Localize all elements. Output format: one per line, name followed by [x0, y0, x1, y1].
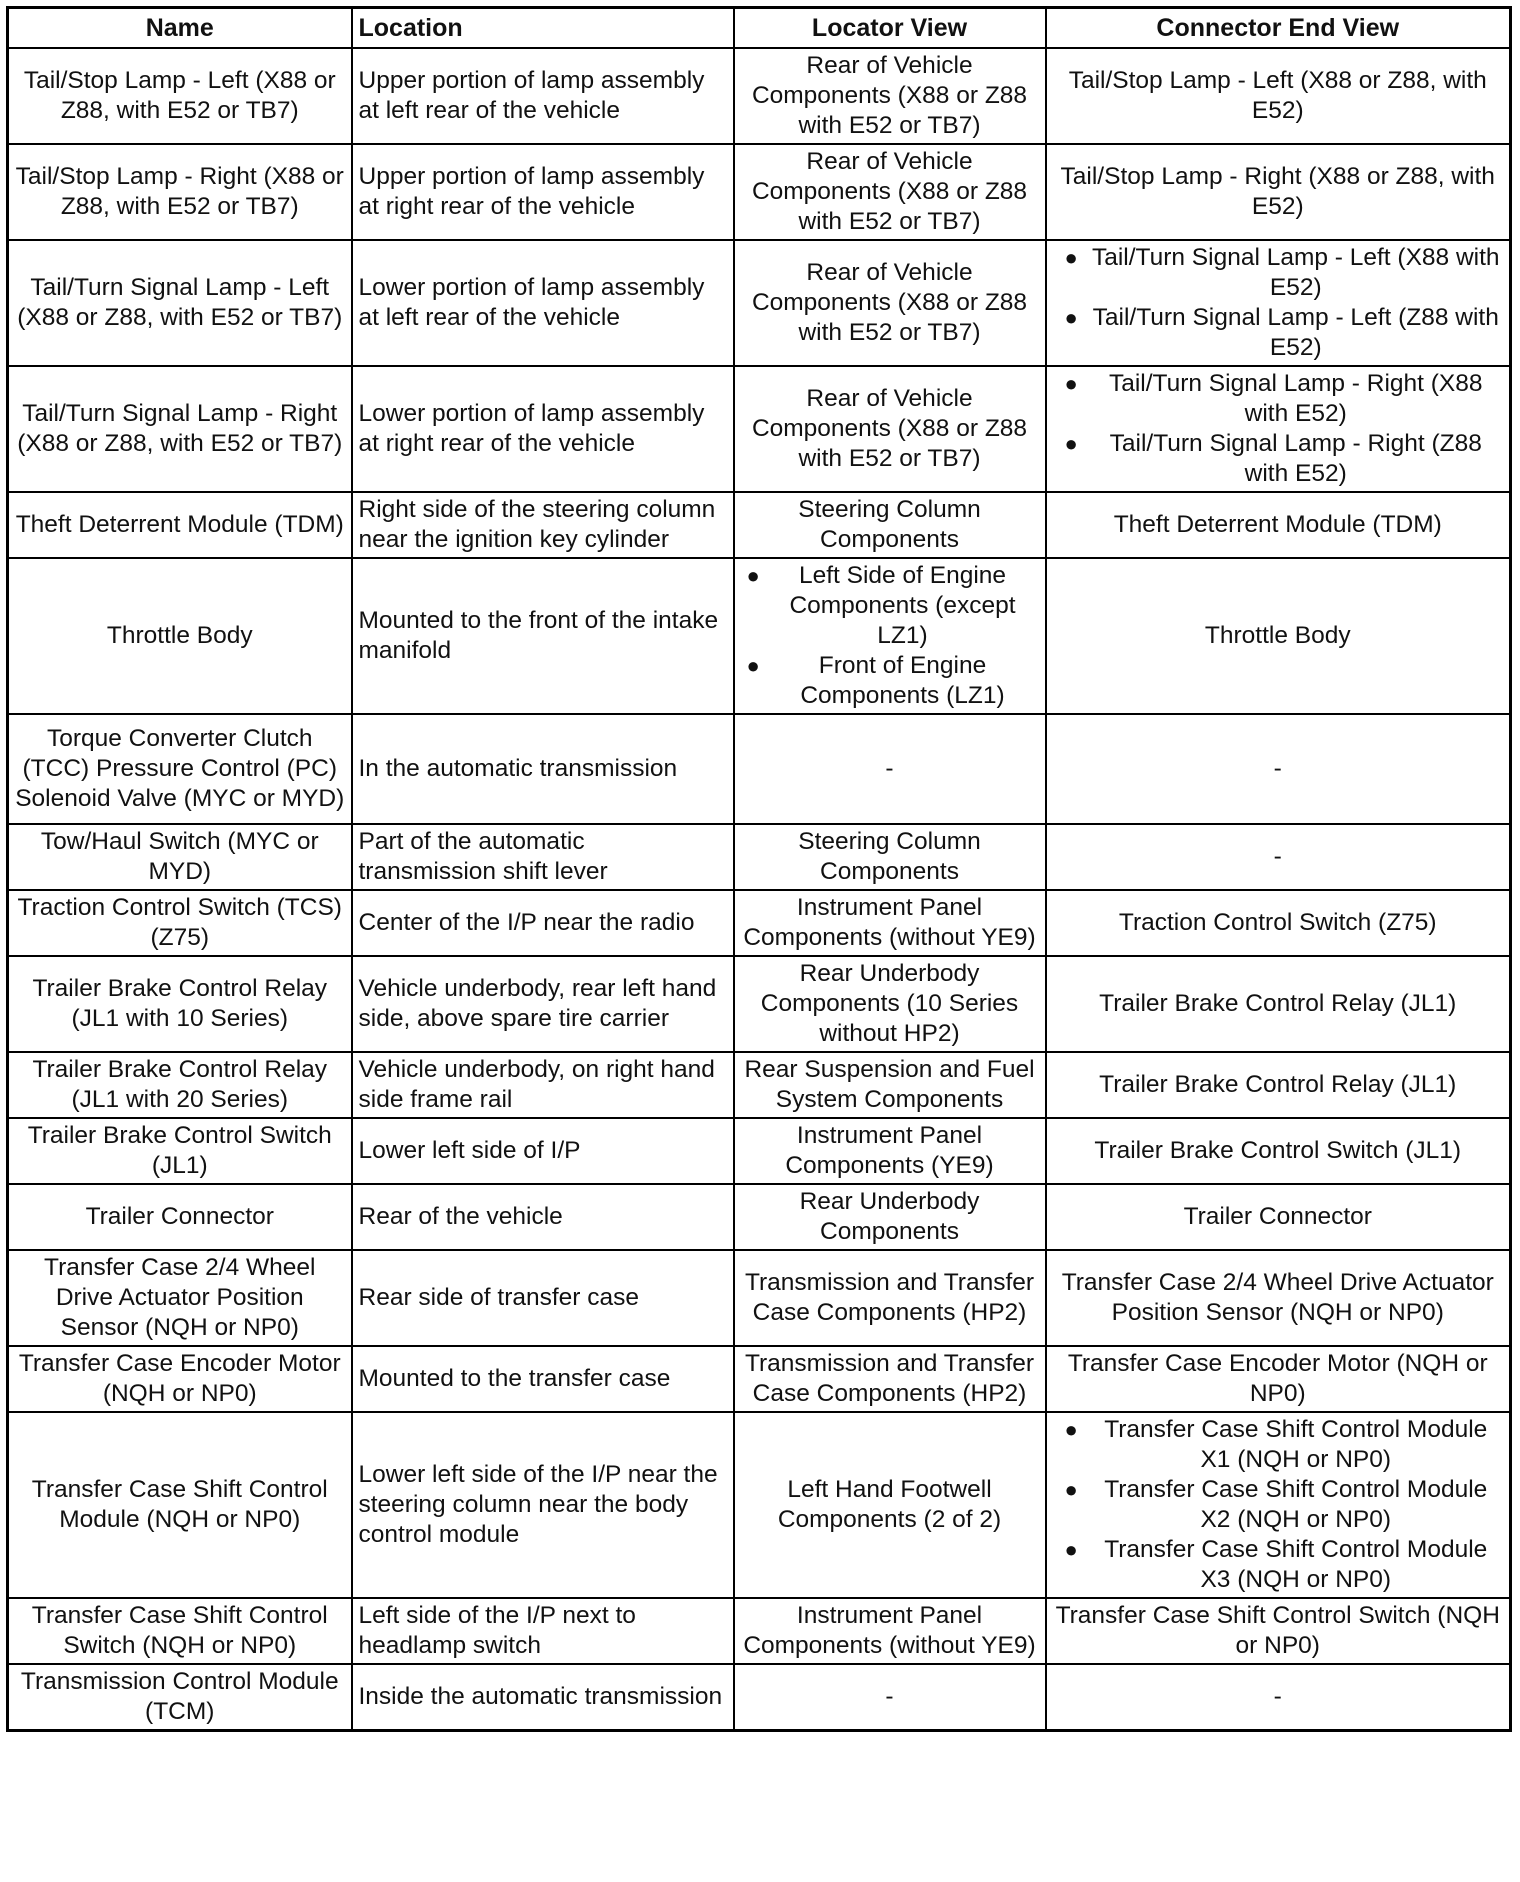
cell-location: Part of the automatic transmission shift lever [352, 824, 734, 890]
bullet-item: ● Front of Engine Components (LZ1) [741, 651, 1039, 711]
cell-connector-end-view-text: - [1273, 755, 1282, 782]
cell-locator-view-text: Left Hand Footwell Components (2 of 2) [777, 1476, 1002, 1533]
table-row [8, 1598, 1511, 1664]
table-row [8, 144, 1511, 240]
cell-connector-end-view [1046, 144, 1511, 240]
cell-connector-end-view [1046, 1598, 1511, 1664]
cell-locator-view [734, 492, 1046, 558]
cell-name: Torque Converter Clutch (TCC) Pressure Control (PC) Solenoid Valve (MYC or MYD) [8, 714, 352, 824]
cell-locator-view-bullet-list [741, 561, 1039, 711]
cell-locator-view [734, 714, 1046, 824]
cell-location: Lower left side of the I/P near the steering column near the body control module [352, 1412, 734, 1598]
cell-name: Tail/Turn Signal Lamp - Right (X88 or Z88, with E52 or TB7) [8, 366, 352, 492]
table-row [8, 1412, 1511, 1598]
cell-locator-view [734, 1412, 1046, 1598]
bullet-item: ● Transfer Case Shift Control Module X3 (NQH or NP0) [1053, 1535, 1504, 1595]
cell-locator-view-text: - [885, 1683, 894, 1710]
cell-locator-view-text: Rear of Vehicle Components (X88 or Z88 with E52 or TB7) [751, 259, 1028, 346]
table-row [8, 1664, 1511, 1731]
cell-location: In the automatic transmission [352, 714, 734, 824]
table-row [8, 1250, 1511, 1346]
cell-locator-view [734, 1598, 1046, 1664]
bullet-item: ● Left Side of Engine Components (except LZ1) [741, 561, 1039, 651]
cell-connector-end-view [1046, 1250, 1511, 1346]
cell-locator-view-text: Transmission and Transfer Case Components (HP2) [744, 1269, 1035, 1326]
cell-locator-view [734, 824, 1046, 890]
cell-name: Transfer Case Encoder Motor (NQH or NP0) [8, 1346, 352, 1412]
cell-connector-end-view-bullet-list [1053, 243, 1504, 363]
cell-locator-view-text: - [885, 755, 894, 782]
table-row [8, 1346, 1511, 1412]
cell-connector-end-view [1046, 956, 1511, 1052]
cell-connector-end-view-text: Theft Deterrent Module (TDM) [1113, 511, 1442, 538]
cell-name: Trailer Brake Control Relay (JL1 with 20 Series) [8, 1052, 352, 1118]
component-locator-table-wrapper [6, 6, 1509, 1732]
cell-locator-view [734, 1052, 1046, 1118]
bullet-item: ● Transfer Case Shift Control Module X2 (NQH or NP0) [1053, 1475, 1504, 1535]
cell-connector-end-view-text: Traction Control Switch (Z75) [1118, 909, 1437, 936]
cell-locator-view [734, 890, 1046, 956]
table-row [8, 714, 1511, 824]
cell-name: Transmission Control Module (TCM) [8, 1664, 352, 1731]
cell-location: Left side of the I/P next to headlamp switch [352, 1598, 734, 1664]
header-row [8, 8, 1511, 49]
cell-connector-end-view-text: Trailer Connector [1183, 1203, 1372, 1230]
header-location: Location [352, 8, 734, 49]
cell-connector-end-view [1046, 366, 1511, 492]
cell-connector-end-view-text: Trailer Brake Control Relay (JL1) [1099, 1071, 1457, 1098]
cell-locator-view-text: Instrument Panel Components (YE9) [785, 1122, 994, 1179]
cell-connector-end-view-text: Transfer Case 2/4 Wheel Drive Actuator Position Sensor (NQH or NP0) [1061, 1269, 1494, 1326]
cell-location: Inside the automatic transmission [352, 1664, 734, 1731]
cell-name: Tow/Haul Switch (MYC or MYD) [8, 824, 352, 890]
cell-locator-view [734, 956, 1046, 1052]
cell-name: Throttle Body [8, 558, 352, 714]
cell-name: Trailer Brake Control Relay (JL1 with 10 Series) [8, 956, 352, 1052]
cell-name: Trailer Brake Control Switch (JL1) [8, 1118, 352, 1184]
bullet-item: ● Tail/Turn Signal Lamp - Left (X88 with E52) [1053, 243, 1504, 303]
cell-locator-view [734, 1184, 1046, 1250]
cell-locator-view [734, 1346, 1046, 1412]
cell-connector-end-view-text: Tail/Stop Lamp - Left (X88 or Z88, with E52) [1068, 67, 1487, 124]
cell-locator-view-text: Rear Underbody Components (10 Series without HP2) [760, 960, 1019, 1047]
cell-locator-view-text: Rear Suspension and Fuel System Components [744, 1056, 1035, 1113]
cell-connector-end-view [1046, 1184, 1511, 1250]
bullet-item: ● Tail/Turn Signal Lamp - Right (Z88 with E52) [1053, 429, 1504, 489]
table-row [8, 1184, 1511, 1250]
table-row [8, 492, 1511, 558]
cell-connector-end-view-text: Transfer Case Encoder Motor (NQH or NP0) [1067, 1350, 1488, 1407]
cell-locator-view-text: Transmission and Transfer Case Components (HP2) [744, 1350, 1035, 1407]
cell-locator-view-text: Steering Column Components [798, 496, 981, 553]
cell-locator-view-text: Steering Column Components [798, 828, 981, 885]
cell-locator-view-text: Rear of Vehicle Components (X88 or Z88 with E52 or TB7) [751, 385, 1028, 472]
cell-locator-view [734, 144, 1046, 240]
cell-location: Mounted to the transfer case [352, 1346, 734, 1412]
cell-connector-end-view-text: Trailer Brake Control Relay (JL1) [1099, 990, 1457, 1017]
cell-location: Lower portion of lamp assembly at right rear of the vehicle [352, 366, 734, 492]
cell-connector-end-view [1046, 492, 1511, 558]
table-row [8, 890, 1511, 956]
bullet-item: ● Tail/Turn Signal Lamp - Right (X88 with E52) [1053, 369, 1504, 429]
table-body [8, 48, 1511, 1731]
cell-connector-end-view-bullet-list [1053, 369, 1504, 489]
cell-name: Traction Control Switch (TCS) (Z75) [8, 890, 352, 956]
cell-connector-end-view [1046, 824, 1511, 890]
cell-connector-end-view [1046, 714, 1511, 824]
cell-connector-end-view-text: Tail/Stop Lamp - Right (X88 or Z88, with E52) [1060, 163, 1495, 220]
cell-location: Upper portion of lamp assembly at left rear of the vehicle [352, 48, 734, 144]
cell-locator-view-text: Instrument Panel Components (without YE9) [743, 894, 1036, 951]
cell-locator-view-text: Rear Underbody Components [799, 1188, 980, 1245]
component-locator-table [6, 6, 1512, 1732]
cell-name: Transfer Case Shift Control Switch (NQH or NP0) [8, 1598, 352, 1664]
cell-location: Center of the I/P near the radio [352, 890, 734, 956]
cell-name: Tail/Turn Signal Lamp - Left (X88 or Z88, with E52 or TB7) [8, 240, 352, 366]
table-row [8, 240, 1511, 366]
table-row [8, 558, 1511, 714]
cell-locator-view [734, 1118, 1046, 1184]
cell-location: Lower portion of lamp assembly at left rear of the vehicle [352, 240, 734, 366]
header-name: Name [8, 8, 352, 49]
cell-connector-end-view-text: Throttle Body [1204, 622, 1351, 649]
table-row [8, 48, 1511, 144]
cell-connector-end-view [1046, 1052, 1511, 1118]
cell-locator-view-text: Rear of Vehicle Components (X88 or Z88 with E52 or TB7) [751, 52, 1028, 139]
cell-locator-view [734, 1250, 1046, 1346]
cell-connector-end-view-bullet-list [1053, 1415, 1504, 1595]
cell-locator-view-text: Rear of Vehicle Components (X88 or Z88 with E52 or TB7) [751, 148, 1028, 235]
cell-connector-end-view [1046, 890, 1511, 956]
cell-location: Vehicle underbody, on right hand side frame rail [352, 1052, 734, 1118]
bullet-item: ● Transfer Case Shift Control Module X1 (NQH or NP0) [1053, 1415, 1504, 1475]
cell-location: Lower left side of I/P [352, 1118, 734, 1184]
table-row [8, 366, 1511, 492]
cell-name: Transfer Case Shift Control Module (NQH or NP0) [8, 1412, 352, 1598]
table-row [8, 1118, 1511, 1184]
cell-name: Trailer Connector [8, 1184, 352, 1250]
cell-name: Transfer Case 2/4 Wheel Drive Actuator Position Sensor (NQH or NP0) [8, 1250, 352, 1346]
cell-name: Tail/Stop Lamp - Right (X88 or Z88, with E52 or TB7) [8, 144, 352, 240]
table-row [8, 956, 1511, 1052]
cell-connector-end-view [1046, 1346, 1511, 1412]
cell-connector-end-view [1046, 1412, 1511, 1598]
table-row [8, 824, 1511, 890]
cell-locator-view [734, 558, 1046, 714]
header-connector-end-view: Connector End View [1046, 8, 1511, 49]
cell-name: Theft Deterrent Module (TDM) [8, 492, 352, 558]
cell-location: Upper portion of lamp assembly at right rear of the vehicle [352, 144, 734, 240]
cell-location: Mounted to the front of the intake manifold [352, 558, 734, 714]
bullet-item: ● Tail/Turn Signal Lamp - Left (Z88 with E52) [1053, 303, 1504, 363]
cell-connector-end-view [1046, 48, 1511, 144]
cell-location: Right side of the steering column near the ignition key cylinder [352, 492, 734, 558]
cell-connector-end-view [1046, 1118, 1511, 1184]
cell-connector-end-view [1046, 240, 1511, 366]
cell-locator-view-text: Instrument Panel Components (without YE9) [743, 1602, 1036, 1659]
cell-location: Rear side of transfer case [352, 1250, 734, 1346]
cell-connector-end-view-text: Trailer Brake Control Switch (JL1) [1094, 1137, 1462, 1164]
cell-locator-view [734, 366, 1046, 492]
cell-connector-end-view-text: Transfer Case Shift Control Switch (NQH or NP0) [1055, 1602, 1500, 1659]
header-locator-view: Locator View [734, 8, 1046, 49]
cell-connector-end-view [1046, 558, 1511, 714]
cell-connector-end-view [1046, 1664, 1511, 1731]
cell-locator-view [734, 1664, 1046, 1731]
cell-location: Rear of the vehicle [352, 1184, 734, 1250]
cell-connector-end-view-text: - [1273, 1683, 1282, 1710]
table-row [8, 1052, 1511, 1118]
cell-location: Vehicle underbody, rear left hand side, above spare tire carrier [352, 956, 734, 1052]
cell-locator-view [734, 48, 1046, 144]
cell-locator-view [734, 240, 1046, 366]
cell-connector-end-view-text: - [1273, 843, 1282, 870]
cell-name: Tail/Stop Lamp - Left (X88 or Z88, with E52 or TB7) [8, 48, 352, 144]
